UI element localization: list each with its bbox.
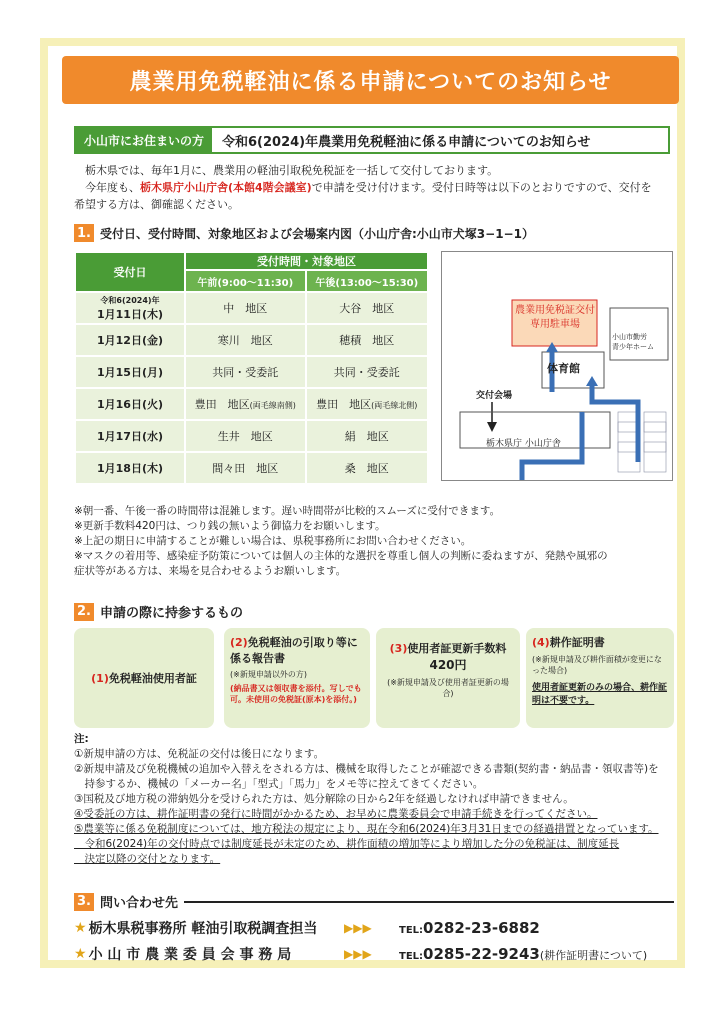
schedule-date-year: 令和6(2024)年 [100,295,160,305]
schedule-row [75,324,428,356]
schedule-date-cell [75,388,185,420]
contact-tax-office [74,918,674,938]
note-line: ⑤農業等に係る免税制度については、地方税法の規定により、現在令和6(2024)年3月31日までの経過措置となっています。 [74,823,659,835]
schedule-pm-cell [306,324,428,356]
schedule-col-time-group: 受付時間・対象地区 [185,252,428,270]
intro-line2 [74,179,674,196]
schedule-date: 1月16日(火) [96,398,164,411]
schedule-am-cell [185,356,306,388]
item-card-2-num: (2) [230,636,248,649]
schedule-table [74,251,429,485]
note-line: ※上記の期日に申請することが難しい場合は、県税事務所にお問い合わせください。 [74,535,472,547]
intro-line1: 栃木県では、毎年1月に、農業用の軽油引取税免税証を一括して交付しております。 [85,164,499,177]
note-line: ①新規申請の方は、免税証の交付は後日になります。 [74,748,325,760]
schedule-row [75,452,428,484]
schedule-am-cell [185,420,306,452]
schedule-date-cell [75,324,185,356]
item-card-4-title: 耕作証明書 [549,636,605,649]
arrow-right-icon: ▶▶▶ [344,921,372,935]
note-line: 持参するか、機械の「メーカー名」「型式」「馬力」をメモ等に控えてきてください。 [74,778,484,790]
page-title: 農業用免税軽油に係る申請についてのお知らせ [62,56,679,104]
intro-venue: 栃木県庁小山庁舎(本館4階会議室) [140,181,312,194]
youth-home-line1: 小山市勤労 [612,333,647,341]
section2-title: 申請の際に持参するもの [100,606,244,621]
schedule-date-cell [75,356,185,388]
item-card-3 [376,628,520,728]
parking-label-line1: 農業用免税証交付 [515,305,595,316]
schedule-date: 1月18日(木) [96,462,164,475]
tel-label: TEL: [399,951,424,962]
notes-schedule [74,504,674,579]
star-icon: ★ [74,946,87,962]
section2-heading [74,602,243,621]
contact-agri-committee [74,944,674,964]
section2-number: 2. [74,603,94,621]
schedule-pm-district: 共同・受委託 [333,366,400,379]
page-frame [40,38,685,968]
parking-label-line2: 専用駐車場 [530,319,580,330]
schedule-date-cell [75,452,185,484]
schedule-am-cell [185,324,306,356]
star-icon: ★ [74,920,87,936]
schedule-date: 1月15日(月) [96,366,164,379]
contact-agri-committee-tel[interactable] [399,945,647,963]
schedule-am-note: (両毛線南側) [249,401,296,410]
section3-title: 問い合わせ先 [100,896,179,911]
schedule-col-date: 受付日 [75,252,185,292]
intro-line3: 希望する方は、御確認ください。 [74,198,239,211]
schedule-row [75,356,428,388]
schedule-am-cell [185,452,306,484]
sub-banner [74,126,670,154]
item-card-1-title: 免税軽油使用者証 [108,672,197,685]
schedule-pm-district: 豊田 地区 [316,398,372,411]
schedule-am-cell [185,292,306,324]
item-card-3-note: (※新規申請及び使用者証更新の場合) [387,678,509,698]
note-line: ※マスクの着用等、感染症予防策については個人の主体的な選択を尊重し個人の判断に委ねますが、発熱や風邪の [74,550,608,562]
item-card-2 [224,628,370,728]
intro-line2-post: で申請を受け付けます。受付日時等は以下のとおりですので、交付を [311,181,652,194]
notes-general [74,732,684,867]
gym-label: 体育館 [547,362,580,375]
contact-tax-office-tel[interactable] [399,919,540,937]
item-card-3-amount: 420円 [429,658,467,672]
intro-text [74,162,674,213]
note-line: ③国税及び地方税の滞納処分を受けられた方は、処分解除の日から2年を経過しなければ申請できません。 [74,793,574,805]
item-card-2-note: (※新規申請以外の方) [230,670,307,679]
section1-title: 受付日、受付時間、対象地区および会場案内図（小山庁舎:小山市犬塚3−1−1） [100,226,534,241]
venue-map [441,251,673,481]
youth-home-line2: 青少年ホーム [612,343,654,351]
schedule-pm-district: 桑 地区 [344,462,389,475]
schedule-pm-cell [306,420,428,452]
section1-number: 1. [74,224,94,242]
schedule-pm-cell [306,356,428,388]
schedule-am-district: 中 地区 [223,302,268,315]
schedule-am-district: 豊田 地区 [194,398,250,411]
section1-heading [74,224,534,242]
sub-banner-text: 令和6(2024)年農業用免税軽油に係る申請についてのお知らせ [222,134,591,150]
sub-banner-tag: 小山市にお住まいの方 [76,128,212,152]
arrow-right-icon: ▶▶▶ [344,947,372,961]
item-card-2-title: 免税軽油の引取り等に係る報告書 [230,636,358,665]
note-line: ※更新手数料420円は、つり銭の無いよう御協力をお願いします。 [74,520,386,532]
schedule-am-district: 寒川 地区 [217,334,273,347]
notes-general-title: 注: [74,733,89,745]
item-card-3-title: 使用者証更新手数料 [407,642,507,655]
section3-heading [74,892,674,911]
schedule-date: 1月11日(木) [96,307,164,321]
item-card-1-num: (1) [91,672,109,685]
schedule-am-cell [185,388,306,420]
youth-home-label [612,332,654,352]
schedule-am-district: 間々田 地区 [212,462,279,475]
section3-rule [184,901,674,903]
note-line: 症状等がある方は、来場を見合わせるようお願いします。 [74,565,347,577]
intro-line2-pre: 今年度も、 [85,181,140,194]
schedule-date: 1月17日(水) [96,430,164,443]
schedule-pm-cell [306,388,428,420]
page-inner [48,46,677,963]
item-card-1 [74,628,214,728]
schedule-pm-district: 絹 地区 [344,430,389,443]
tel-number: 0285-22-9243 [423,945,540,963]
parking-label [514,304,596,332]
item-card-4 [526,628,674,728]
schedule-row [75,420,428,452]
schedule-am-district: 共同・受委託 [212,366,279,379]
note-line: ②新規申請及び免税機械の追加や入替えをされる方は、機械を取得したことが確認できる書類(契約書・納品書・領収書等)を [74,763,659,775]
note-line: 令和6(2024)年の交付時点では制度延長が未定のため、耕作面積の増加等により増加した分の免税証は、制度延長 [74,838,620,850]
note-line: ※朝一番、午後一番の時間帯は混雑します。遅い時間帯が比較的スムーズに受付できます。 [74,505,501,517]
building-label: 栃木県庁 小山庁舎 [486,439,561,449]
items-to-bring [74,628,674,728]
section3-number: 3. [74,893,94,911]
schedule-pm-cell [306,452,428,484]
contact-agri-committee-name: 小 山 市 農 業 委 員 会 事 務 局 [88,947,292,963]
schedule-row [75,292,428,324]
tel-label: TEL: [399,925,424,936]
venue-label: 交付会場 [476,391,513,401]
schedule-pm-district: 穂積 地区 [339,334,395,347]
schedule-pm-district: 大谷 地区 [339,302,395,315]
item-card-4-num: (4) [532,636,550,649]
schedule-col-am: 午前(9:00〜11:30) [185,270,306,292]
schedule-col-pm: 午後(13:00〜15:30) [306,270,428,292]
schedule-date-cell [75,292,185,324]
note-line: ④受委託の方は、耕作証明書の発行に時間がかかるため、お早めに農業委員会で申請手続きを行ってください。 [74,808,598,820]
schedule-row [75,388,428,420]
item-card-4-note: (※新規申請及び耕作面積が変更になった場合) [532,655,662,675]
schedule-date: 1月12日(金) [96,334,164,347]
tel-note: (耕作証明書について) [539,949,648,962]
schedule-pm-cell [306,292,428,324]
contact-tax-office-name: 栃木県税事務所 軽油引取税調査担当 [88,921,318,937]
note-line: 決定以降の交付となります。 [74,853,221,865]
schedule-date-cell [75,420,185,452]
item-card-2-red-note: (納品書又は領収書を添付。写しでも可。未使用の免税証(原本)を添付。) [230,684,362,704]
item-card-3-num: (3) [389,642,408,655]
tel-number: 0282-23-6882 [423,919,540,937]
item-card-4-bold-note: 使用者証更新のみの場合、耕作証明は不要です。 [532,683,668,706]
schedule-pm-note: (両毛線北側) [371,401,418,410]
schedule-am-district: 生井 地区 [217,430,273,443]
